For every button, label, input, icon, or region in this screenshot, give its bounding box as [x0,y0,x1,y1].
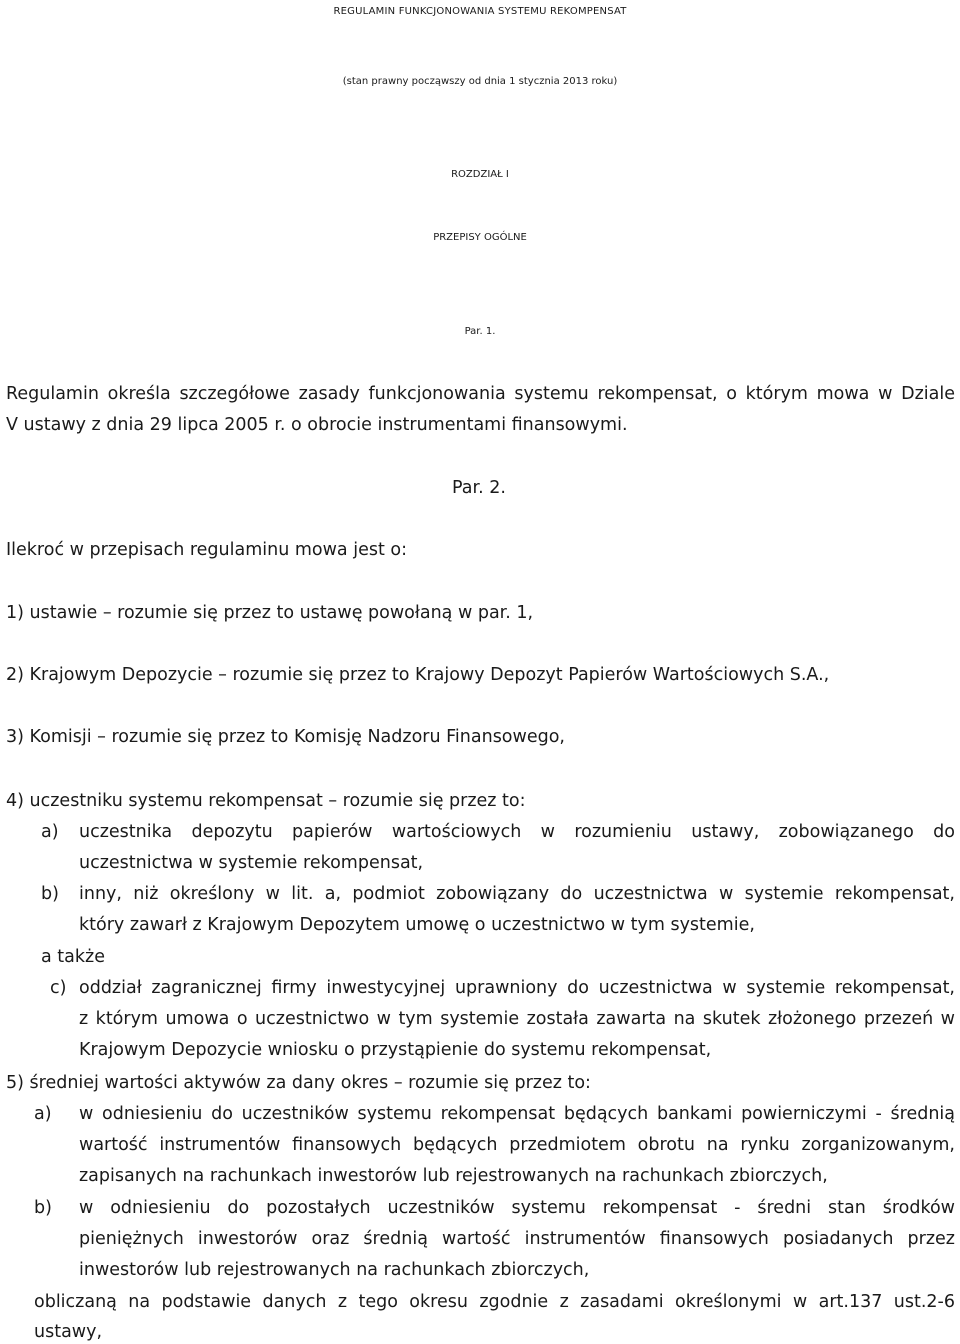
item5-a-text-line: zapisanych na rachunkach inwestorów lub rejestrowanych na rachunkach zbiorczych, [79,1166,828,1186]
document-subtitle: (stan prawny począwszy od dnia 1 stycznia 2013 roku) [342,76,618,87]
par1-heading: Par. 1. [464,326,496,337]
item5-b-text-line: w odniesieniu do pozostałych uczestników systemu rekompensat - średni stan środków [79,1198,955,1218]
item4-a-text-line: uczestnictwa w systemie rekompensat, [79,853,424,873]
item5-b-label: b) [34,1198,52,1218]
item4-b-text-line: inny, niż określony w lit. a, podmiot zobowiązany do uczestnictwa w systemie rekompensat, [79,884,955,904]
item4-also-text: a także [41,947,105,967]
definition-item-3: 3) Komisji – rozumie się przez to Komisję Nadzoru Finansowego, [6,727,565,747]
definition-item-5: 5) średniej wartości aktywów za dany okres – rozumie się przez to: [6,1073,591,1093]
chapter-number: ROZDZIAŁ I [451,169,509,180]
item4-c-label: c) [50,978,67,998]
item4-a-label: a) [41,822,59,842]
item5-a-text-line: wartość instrumentów finansowych będących przedmiotem obrotu na rynku zorganizowanym, [79,1135,955,1155]
par2-heading: Par. 2. [452,478,506,498]
item4-b-label: b) [41,884,59,904]
item4-c-text-line: z którym umowa o uczestnictwo w tym systemie została zawarta na skutek złożonego przezeń w [79,1009,955,1029]
chapter-name: PRZEPISY OGÓLNE [433,232,527,243]
item5-b-text-line: pieniężnych inwestorów oraz średnią wartość instrumentów finansowych posiadanych przez [79,1229,955,1249]
document-title: REGULAMIN FUNKCJONOWANIA SYSTEMU REKOMPENSAT [333,6,627,17]
item5-a-text-line: w odniesieniu do uczestników systemu rekompensat będących bankami powierniczymi - średnią [79,1104,955,1124]
item5-tail-text-line: obliczaną na podstawie danych z tego okresu zgodnie z zasadami określonymi w art.137 ust.2-6 [34,1292,955,1312]
item5-a-label: a) [34,1104,52,1124]
item4-c-text-line: oddział zagranicznej firmy inwestycyjnej uprawniony do uczestnictwa w systemie rekompensat, [79,978,955,998]
definition-item-2: 2) Krajowym Depozycie – rozumie się przez to Krajowy Depozyt Papierów Wartościowych S.A., [6,665,830,685]
item4-a-text-line: uczestnika depozytu papierów wartościowych w rozumieniu ustawy, zobowiązanego do [79,822,955,842]
par2-intro: Ilekroć w przepisach regulaminu mowa jest o: [6,540,407,560]
item5-b-text-line: inwestorów lub rejestrowanych na rachunkach zbiorczych, [79,1260,590,1280]
par1-text-line: Regulamin określa szczegółowe zasady funkcjonowania systemu rekompensat, o którym mowa w Dziale [6,384,955,404]
item5-tail-text-line: ustawy, [34,1322,103,1342]
item4-b-text-line: który zawarł z Krajowym Depozytem umowę o uczestnictwo w tym systemie, [79,915,755,935]
definition-item-1: 1) ustawie – rozumie się przez to ustawę powołaną w par. 1, [6,603,534,623]
item4-c-text-line: Krajowym Depozycie wniosku o przystąpienie do systemu rekompensat, [79,1040,712,1060]
definition-item-4: 4) uczestniku systemu rekompensat – rozumie się przez to: [6,791,526,811]
par1-text-line: V ustawy z dnia 29 lipca 2005 r. o obrocie instrumentami finansowymi. [6,415,628,435]
